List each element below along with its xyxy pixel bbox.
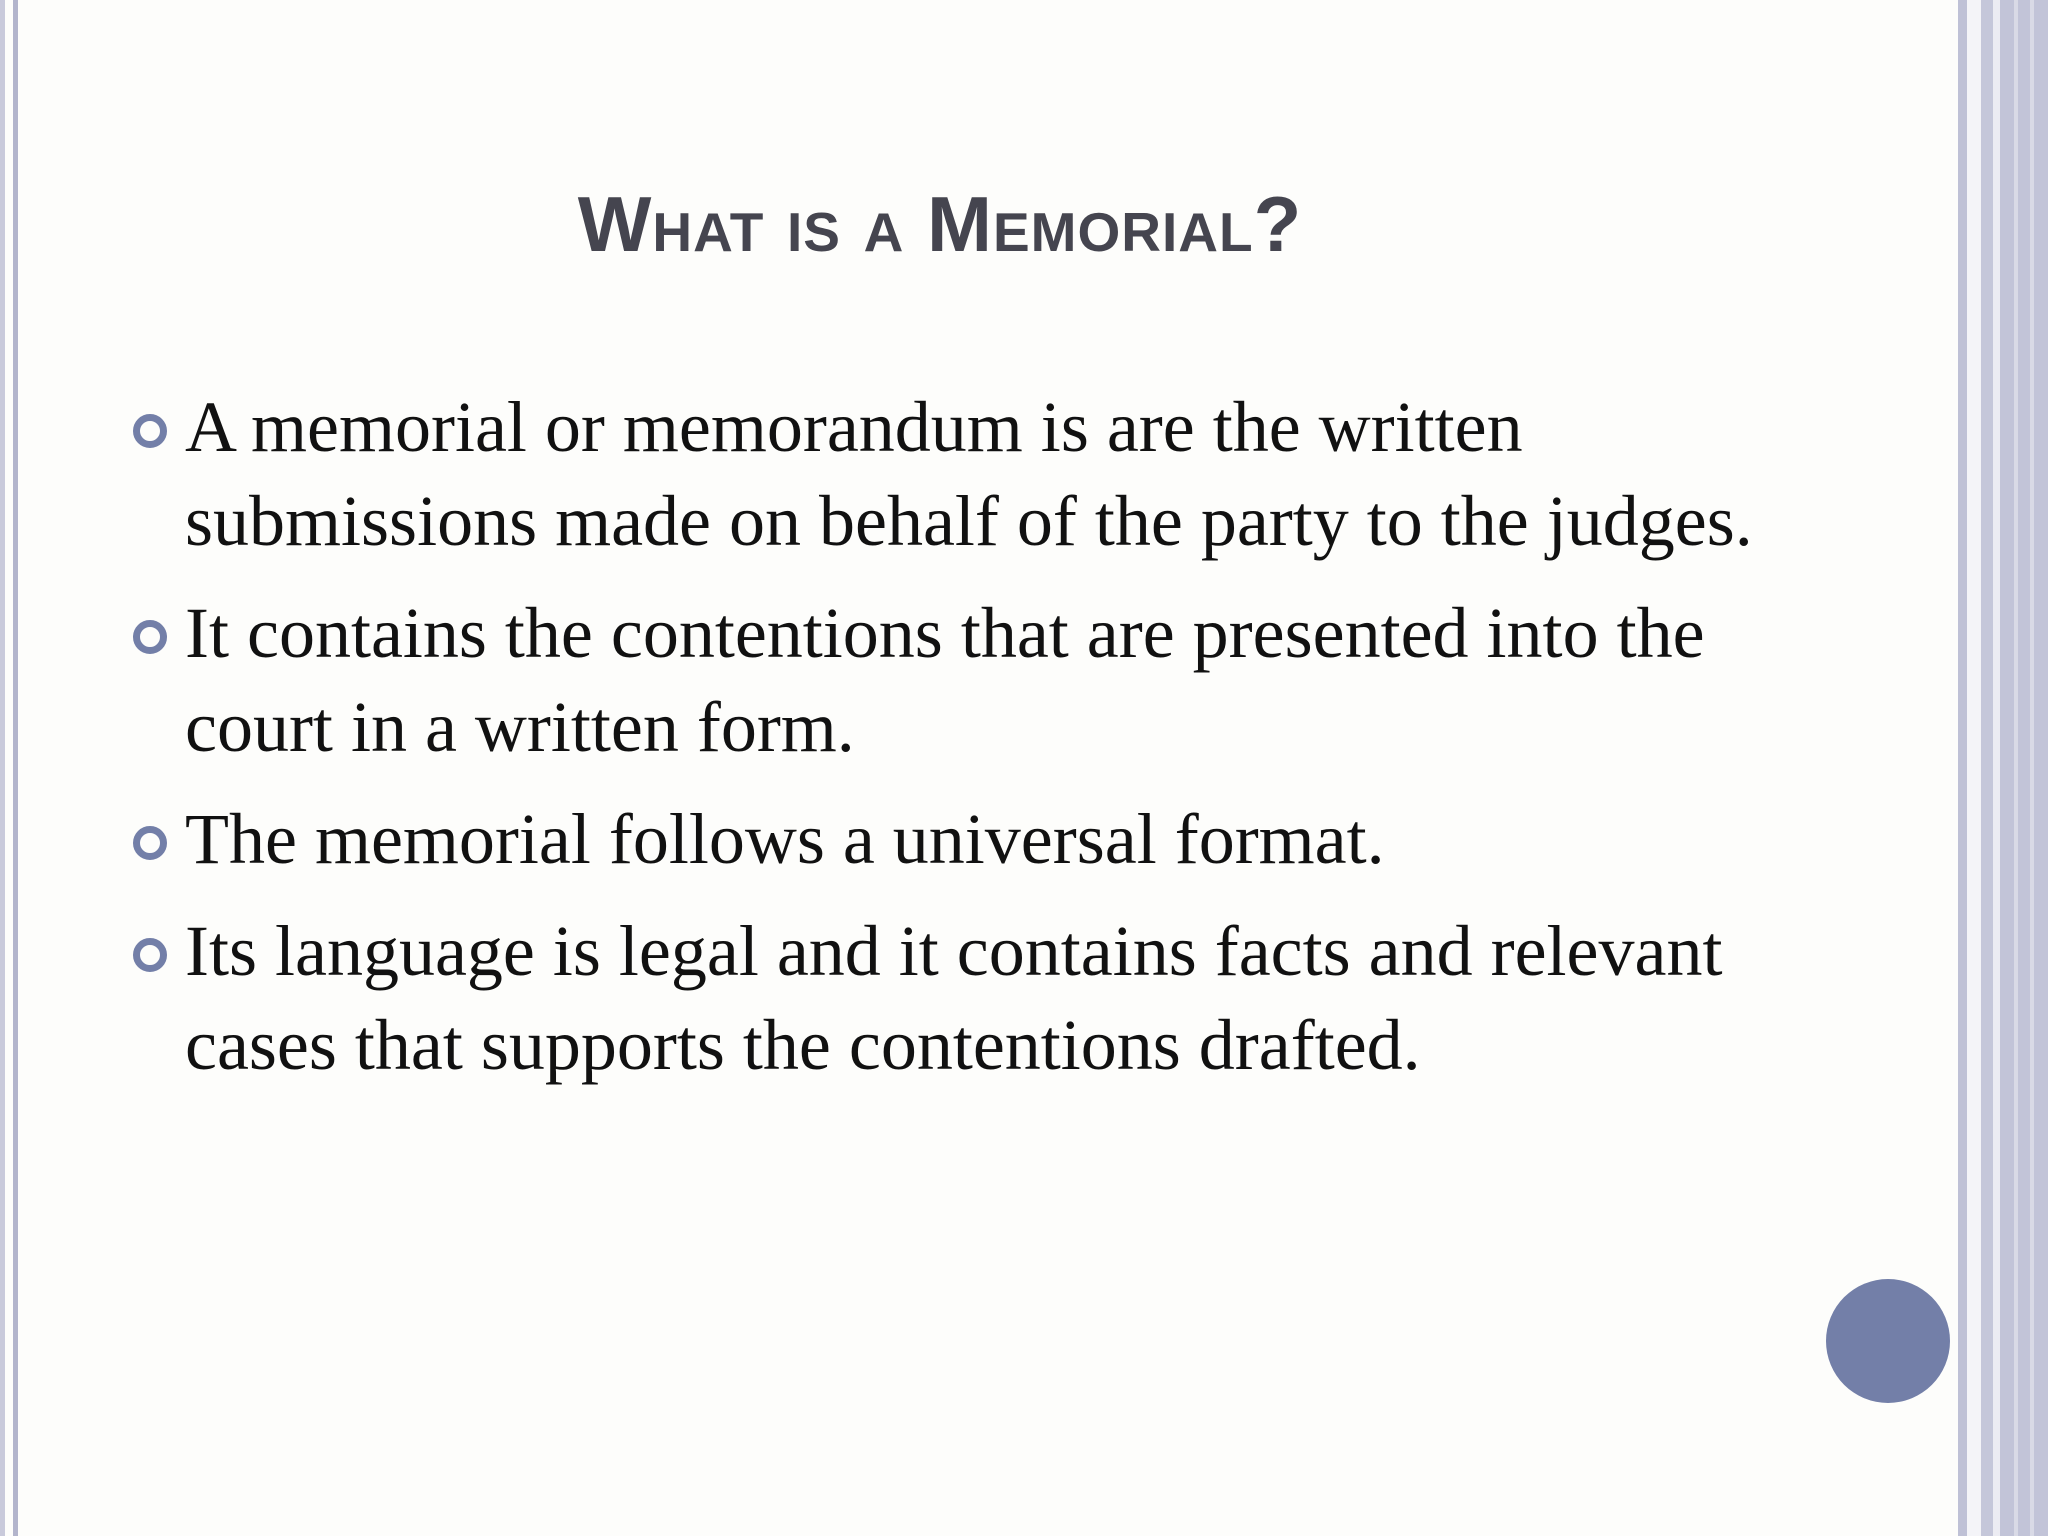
bullet-item <box>130 792 1850 886</box>
slide-title: What is a Memorial? <box>577 180 1303 268</box>
bullet-text: Its language is legal and it contains facts and relevant cases that supports the contentions drafted. <box>185 911 1723 1085</box>
right-decorative-bar <box>1993 0 2000 1536</box>
right-decorative-bar <box>2000 0 2048 1536</box>
decorative-circle <box>1826 1279 1950 1403</box>
bullet-ring-icon <box>133 620 167 654</box>
bullet-item <box>130 380 1850 568</box>
bullet-list <box>130 380 1850 1092</box>
bullet-text: It contains the contentions that are presented into the court in a written form. <box>185 593 1705 767</box>
right-decorative-bar <box>1958 0 1967 1536</box>
right-decorative-bar <box>1981 0 1993 1536</box>
bullet-text: A memorial or memorandum is are the written submissions made on behalf of the party to the judges. <box>185 387 1753 561</box>
right-bar-stripe <box>2030 0 2034 1536</box>
bullet-ring-icon <box>133 414 167 448</box>
right-bar-stripe <box>2014 0 2018 1536</box>
right-decorative-bar <box>1967 0 1981 1536</box>
bullet-ring-icon <box>133 826 167 860</box>
bullet-text: The memorial follows a universal format. <box>185 799 1385 879</box>
bullet-ring-icon <box>133 938 167 972</box>
bullet-item <box>130 586 1850 774</box>
bullet-item <box>130 904 1850 1092</box>
